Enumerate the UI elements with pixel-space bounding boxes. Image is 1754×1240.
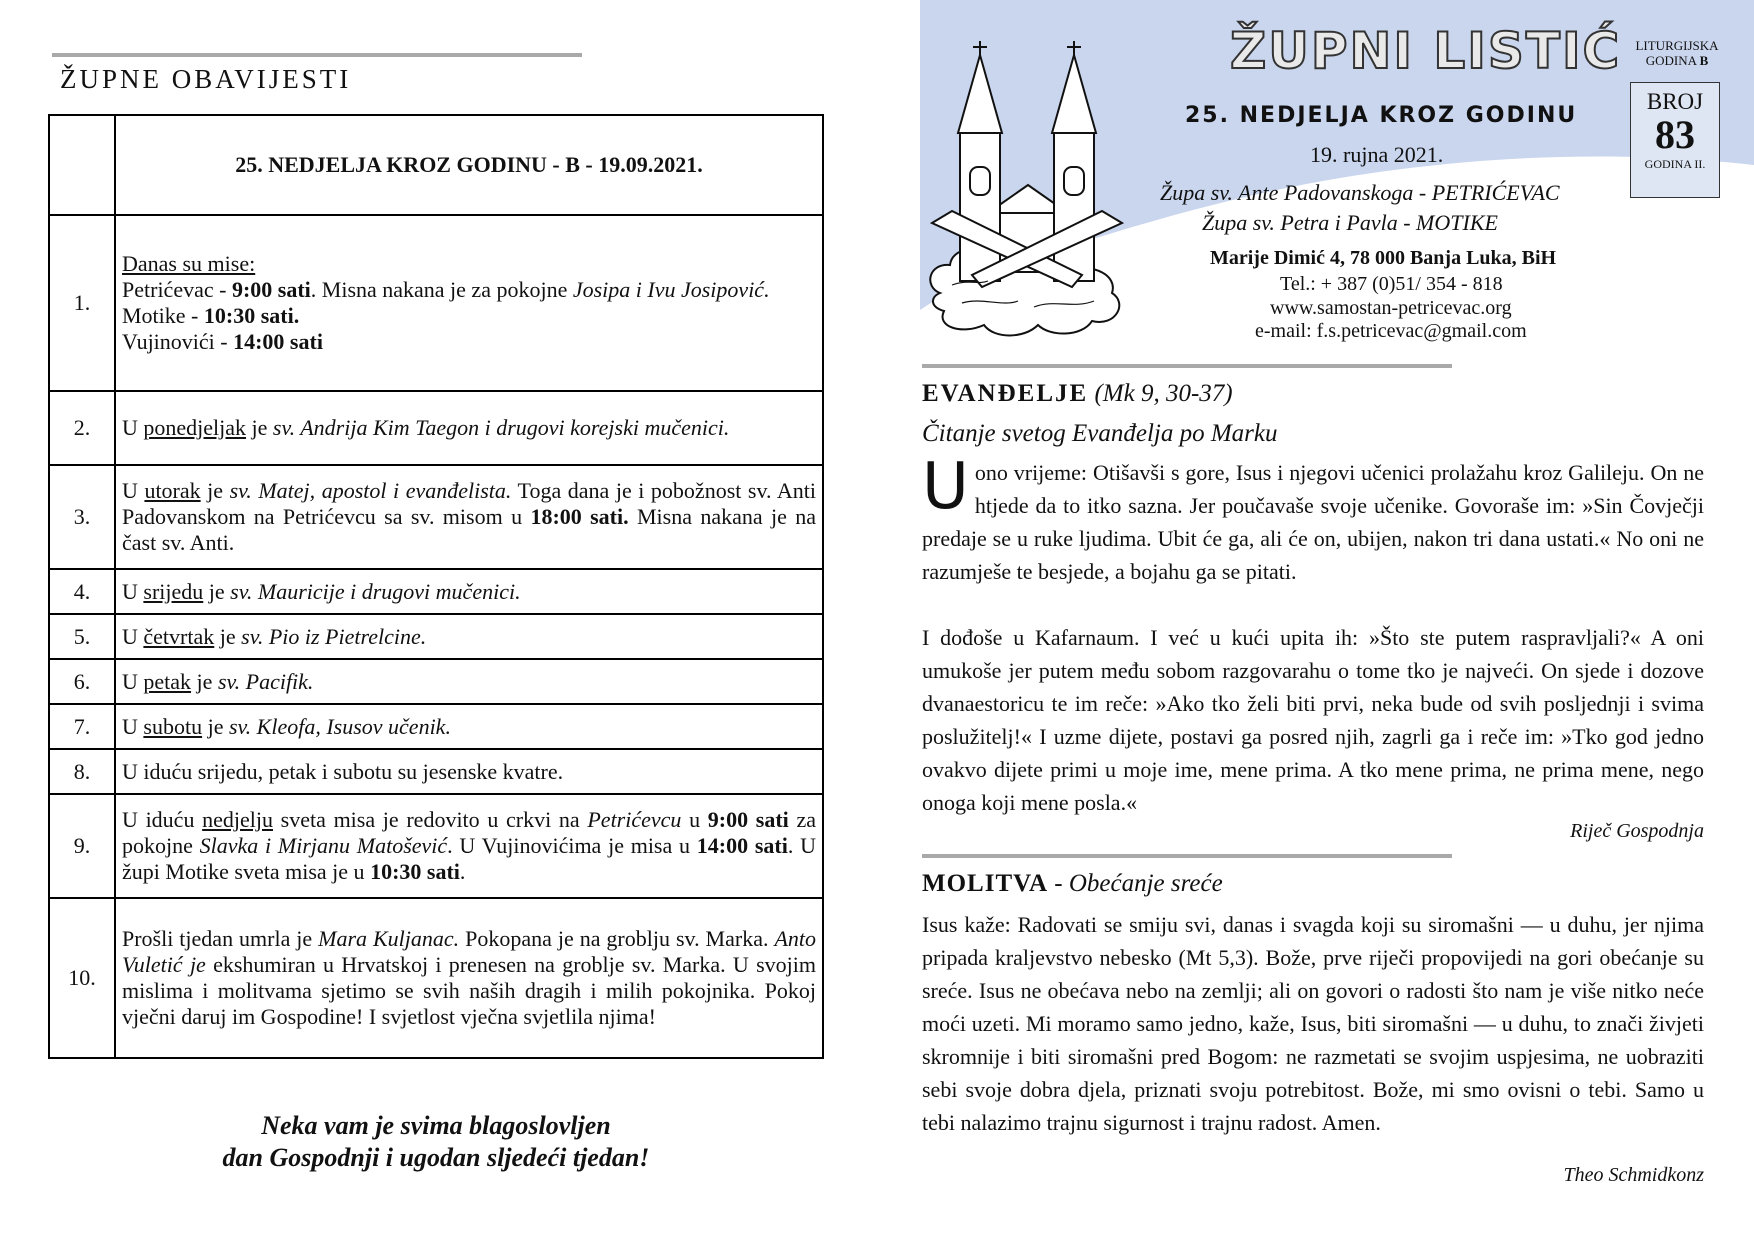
table-row	[49, 794, 823, 898]
table-row	[49, 704, 823, 749]
notice-text: U utorak je sv. Matej, apostol i evanđelista. Toga dana je i pobožnost sv. Anti Padovanskom na Petrićevcu sa sv. misom u 18:00 sati. Misna nakana je na čast sv. Anti.	[115, 465, 823, 569]
prayer-paragraph: Isus kaže: Radovati se smiju svi, danas i svagda koji su siromašni — u duhu, jer njima pripada kraljevstvo nebesko (Mt 5,3). Bože, prve riječi propovijedi na gori obećanje su sreće. Isus ne obećava nebo na zemlji; ali on govori o radosti što nam je više nitko neće moći uzeti. Mi moramo samo jedno, kaže, Isus, biti siromašni — u duhu, to znači živjeti skromnije i biti siromašni pred Bogom: ne razmetati se svojim uspjesima, ne uobraziti sebi svoje dobra djela, priznati svoju potrebitost. Bože, mi smo ovisni o tebi. Samo u tebi nalazimo trajnu sigurnost i trajnu radost. Amen.	[922, 912, 1704, 1135]
table-header: 25. NEDJELJA KROZ GODINU - B - 19.09.2021.	[115, 115, 823, 215]
issue-date: 19. rujna 2021.	[1310, 142, 1444, 167]
issue-label: BROJ	[1646, 89, 1704, 114]
row-number: 3.	[49, 465, 115, 569]
table-header-row	[49, 115, 823, 215]
row-number: 5.	[49, 614, 115, 659]
sunday-title: 25. NEDJELJA KROZ GODINU	[1185, 103, 1578, 128]
gospel-closing: Riječ Gospodnja	[1570, 820, 1704, 842]
prayer-rule	[922, 854, 1452, 858]
phone: Tel.: + 387 (0)51/ 354 - 818	[1280, 273, 1503, 295]
drop-cap: U	[922, 450, 969, 524]
row-number: 9.	[49, 794, 115, 898]
table-row	[49, 749, 823, 794]
table-row	[49, 898, 823, 1058]
website-link[interactable]: www.samostan-petricevac.org	[1270, 297, 1512, 319]
notice-text: Danas su mise: Petrićevac - 9:00 sati. Misna nakana je za pokojne Josipa i Ivu Josipović. Motike - 10:30 sati. Vujinovići - 14:00 sati	[115, 215, 823, 391]
row-number: 7.	[49, 704, 115, 749]
closing-blessing: Neka vam je svima blagoslovljen dan Gospodnji i ugodan sljedeći tjedan!	[222, 1111, 650, 1172]
notices-table	[48, 114, 824, 1059]
liturgical-year: LITURGIJSKA GODINA B	[1635, 38, 1719, 68]
row-number: 1.	[49, 215, 115, 391]
notice-text: U četvrtak je sv. Pio iz Pietrelcine.	[115, 614, 823, 659]
notices-title: ŽUPNE OBAVIJESTI	[60, 64, 352, 94]
prayer-heading: MOLITVA - Obećanje sreće	[922, 870, 1223, 897]
notice-text: U ponedjeljak je sv. Andrija Kim Taegon i drugovi korejski mučenici.	[115, 391, 823, 465]
email-link[interactable]: e-mail: f.s.petricevac@gmail.com	[1255, 320, 1527, 342]
church-logo	[922, 35, 1132, 345]
notice-text: U srijedu je sv. Mauricije i drugovi mučenici.	[115, 569, 823, 614]
gospel-subtitle: Čitanje svetog Evanđelja po Marku	[922, 420, 1278, 447]
parish-line-2: Župa sv. Petra i Pavla - MOTIKE	[1202, 210, 1498, 235]
row-number: 6.	[49, 659, 115, 704]
notice-text: U iduću srijedu, petak i subotu su jesenske kvatre.	[115, 749, 823, 794]
gospel-heading: EVANĐELJE (Mk 9, 30-37)	[922, 380, 1233, 407]
table-row	[49, 215, 823, 391]
top-rule-left	[52, 53, 582, 57]
issue-number: 83	[1655, 112, 1695, 157]
gospel-rule	[922, 364, 1452, 368]
notice-text: U iduću nedjelju sveta misa je redovito u crkvi na Petrićevcu u 9:00 sati za pokojne Slavka i Mirjanu Matošević. U Vujinovićima je misa u 14:00 sati. U župi Motike sveta misa je u 10:30 sati.	[115, 794, 823, 898]
issue-number-box	[1630, 82, 1720, 198]
gospel-paragraph-2: I dođoše u Kafarnaum. I već u kući upita ih: »Što ste putem raspravljali?« A oni umukoše jer putem među sobom razgovarahu o tome tko je najveći. On sjede i dozove dvanaestoricu te im reče: »Ako tko želi biti prvi, neka bude od svih posljednji i svima poslužitelj!« I uzme dijete, postavi ga posred njih, zagrli ga i reče im: »Tko god jedno ovakvo dijete primi u moje ime, mene prima. A tko mene prima, ne prima mene, nego onoga koji mene posla.«	[922, 625, 1704, 815]
row-number: 10.	[49, 898, 115, 1058]
issue-year: GODINA II.	[1644, 157, 1706, 171]
notice-text: U petak je sv. Pacifik.	[115, 659, 823, 704]
gospel-paragraph-1: Uono vrijeme: Otišavši s gore, Isus i njegovi učenici prolažahu kroz Galileju. On ne htjede da to itko sazna. Jer poučavaše svoje učenike. Govoraše im: »Sin Čovječji predaje se u ruke ljudima. Ubit će ga, ali će on, ubijen, nakon tri dana ustati.« No oni ne razumješe te besjede, a bojahu ga se pitati.	[922, 450, 1704, 584]
row-number: 2.	[49, 391, 115, 465]
row-number: 4.	[49, 569, 115, 614]
table-row	[49, 391, 823, 465]
address: Marije Dimić 4, 78 000 Banja Luka, BiH	[1210, 247, 1557, 269]
table-row	[49, 569, 823, 614]
table-row	[49, 659, 823, 704]
table-row	[49, 614, 823, 659]
parish-line-1: Župa sv. Ante Padovanskoga - PETRIĆEVAC	[1160, 180, 1560, 205]
row-number: 8.	[49, 749, 115, 794]
prayer-author: Theo Schmidkonz	[1563, 1164, 1704, 1186]
newsletter-brand: ŽUPNI LISTIĆ	[1230, 22, 1622, 80]
notice-text: U subotu je sv. Kleofa, Isusov učenik.	[115, 704, 823, 749]
table-row	[49, 465, 823, 569]
notice-text: Prošli tjedan umrla je Mara Kuljanac. Pokopana je na groblju sv. Marka. Anto Vuletić je ekshumiran u Hrvatskoj i prenesen na groblje sv. Marka. U svojim mislima i molitvama sjetimo se svih naših dragih i milih pokojnika. Pokoj vječni daruj im Gospodine! I svjetlost vječna svjetlila njima!	[115, 898, 823, 1058]
